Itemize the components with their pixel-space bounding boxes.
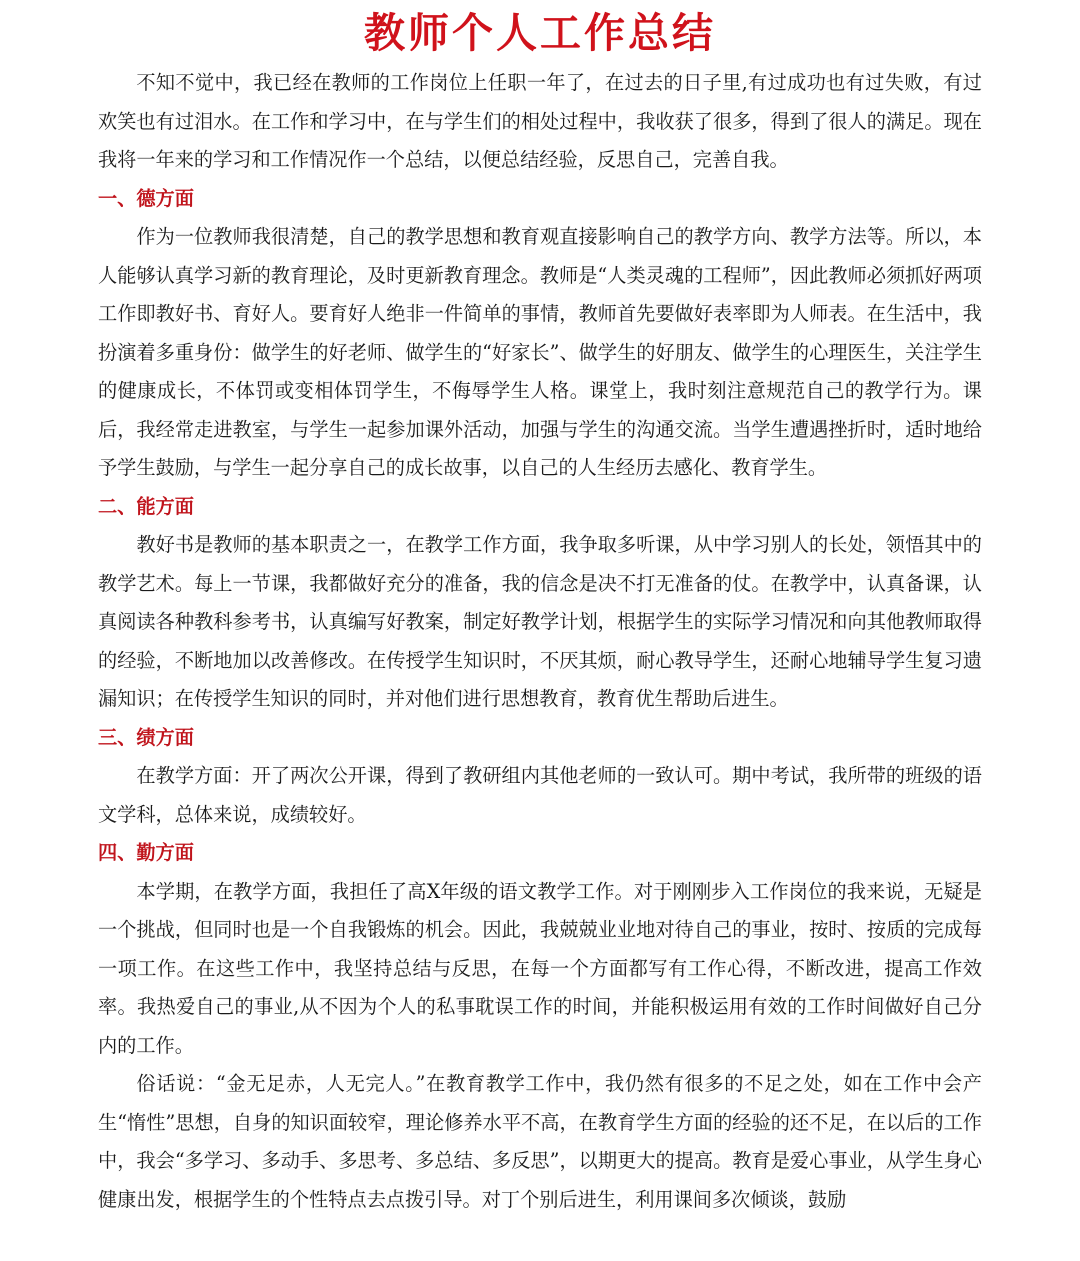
section-heading-de: 一、德方面 xyxy=(98,186,194,210)
section-paragraph-ji: 在教学方面：开了两次公开课，得到了教研组内其他老师的一致认可。期中考试，我所带的班级的语文学科，总体来说，成绩较好。 xyxy=(98,764,982,826)
section-paragraph-qin-1: 本学期，在教学方面，我担任了高X年级的语文教学工作。对于刚刚步入工作岗位的我来说，无疑是一个挑战，但同时也是一个自我锻炼的机会。因此，我兢兢业业地对待自己的事业，按时、按质的完成每一项工作。在这些工作中，我坚持总结与反思，在每一个方面都写有工作心得，不断改进，提高工作效率。我热爱自己的事业,从不因为个人的私事耽误工作的时间，并能积极运用有效的工作时间做好自己分内的工作。 xyxy=(98,879,982,1057)
section-heading-qin: 四、勤方面 xyxy=(98,841,194,864)
section-paragraph-neng: 教好书是教师的基本职责之一，在教学工作方面，我争取多听课，从中学习别人的长处，领悟其中的教学艺术。每上一节课，我都做好充分的准备，我的信念是决不打无准备的仗。在教学中，认真备课，认真阅读各种教科参考书，认真编写好教案，制定好教学计划，根据学生的实际学习情况和向其他教师取得的经验，不断地加以改善修改。在传授学生知识时，不厌其烦，耐心教导学生，还耐心地辅导学生复习遗漏知识；在传授学生知识的同时，并对他们进行思想教育，教育优生帮助后进生。 xyxy=(98,533,982,710)
section-paragraph-qin-2: 俗话说：“金无足赤，人无完人。”在教育教学工作中，我仍然有很多的不足之处，如在工作中会产生“惰性”思想，自身的知识面较窄，理论修养水平不高，在教育学生方面的经验的还不足，在以后的工作中，我会“多学习、多动手、多思考、多总结、多反思”，以期更大的提高。教育是爱心事业，从学生身心健康出发，根据学生的个性特点去点拨引导。对丁个别后进生，利用课间多次倾谈，鼓励 xyxy=(98,1072,982,1211)
page-title: 教师个人工作总结 xyxy=(364,9,716,57)
section-heading-neng: 二、能方面 xyxy=(98,494,194,518)
section-paragraph-de: 作为一位教师我很清楚，自己的教学思想和教育观直接影响自己的教学方向、教学方法等。所以，本人能够认真学习新的教育理论，及时更新教育理念。教师是“人类灵魂的工程师”，因此教师必须抓好两项工作即教好书、育好人。要育好人绝非一件简单的事情，教师首先要做好表率即为人师表。在生活中，我扮演着多重身份：做学生的好老师、做学生的“好家长”、做学生的好朋友、做学生的心理医生，关注学生的健康成长，不体罚或变相体罚学生，不侮辱学生人格。课堂上，我时刻注意规范自己的教学行为。课后，我经常走进教室，与学生一起参加课外活动，加强与学生的沟通交流。当学生遭遇挫折时，适时地给予学生鼓励，与学生一起分享自己的成长故事，以自己的人生经历去感化、教育学生。 xyxy=(98,225,982,479)
section-heading-ji: 三、绩方面 xyxy=(98,725,194,749)
intro-paragraph: 不知不觉中，我已经在教师的工作岗位上任职一年了，在过去的日子里,有过成功也有过失败，有过欢笑也有过泪水。在工作和学习中，在与学生们的相处过程中，我收获了很多，得到了很人的满足。现在我将一年来的学习和工作情况作一个总结，以便总结经验，反思自己，完善自我。 xyxy=(98,71,982,171)
